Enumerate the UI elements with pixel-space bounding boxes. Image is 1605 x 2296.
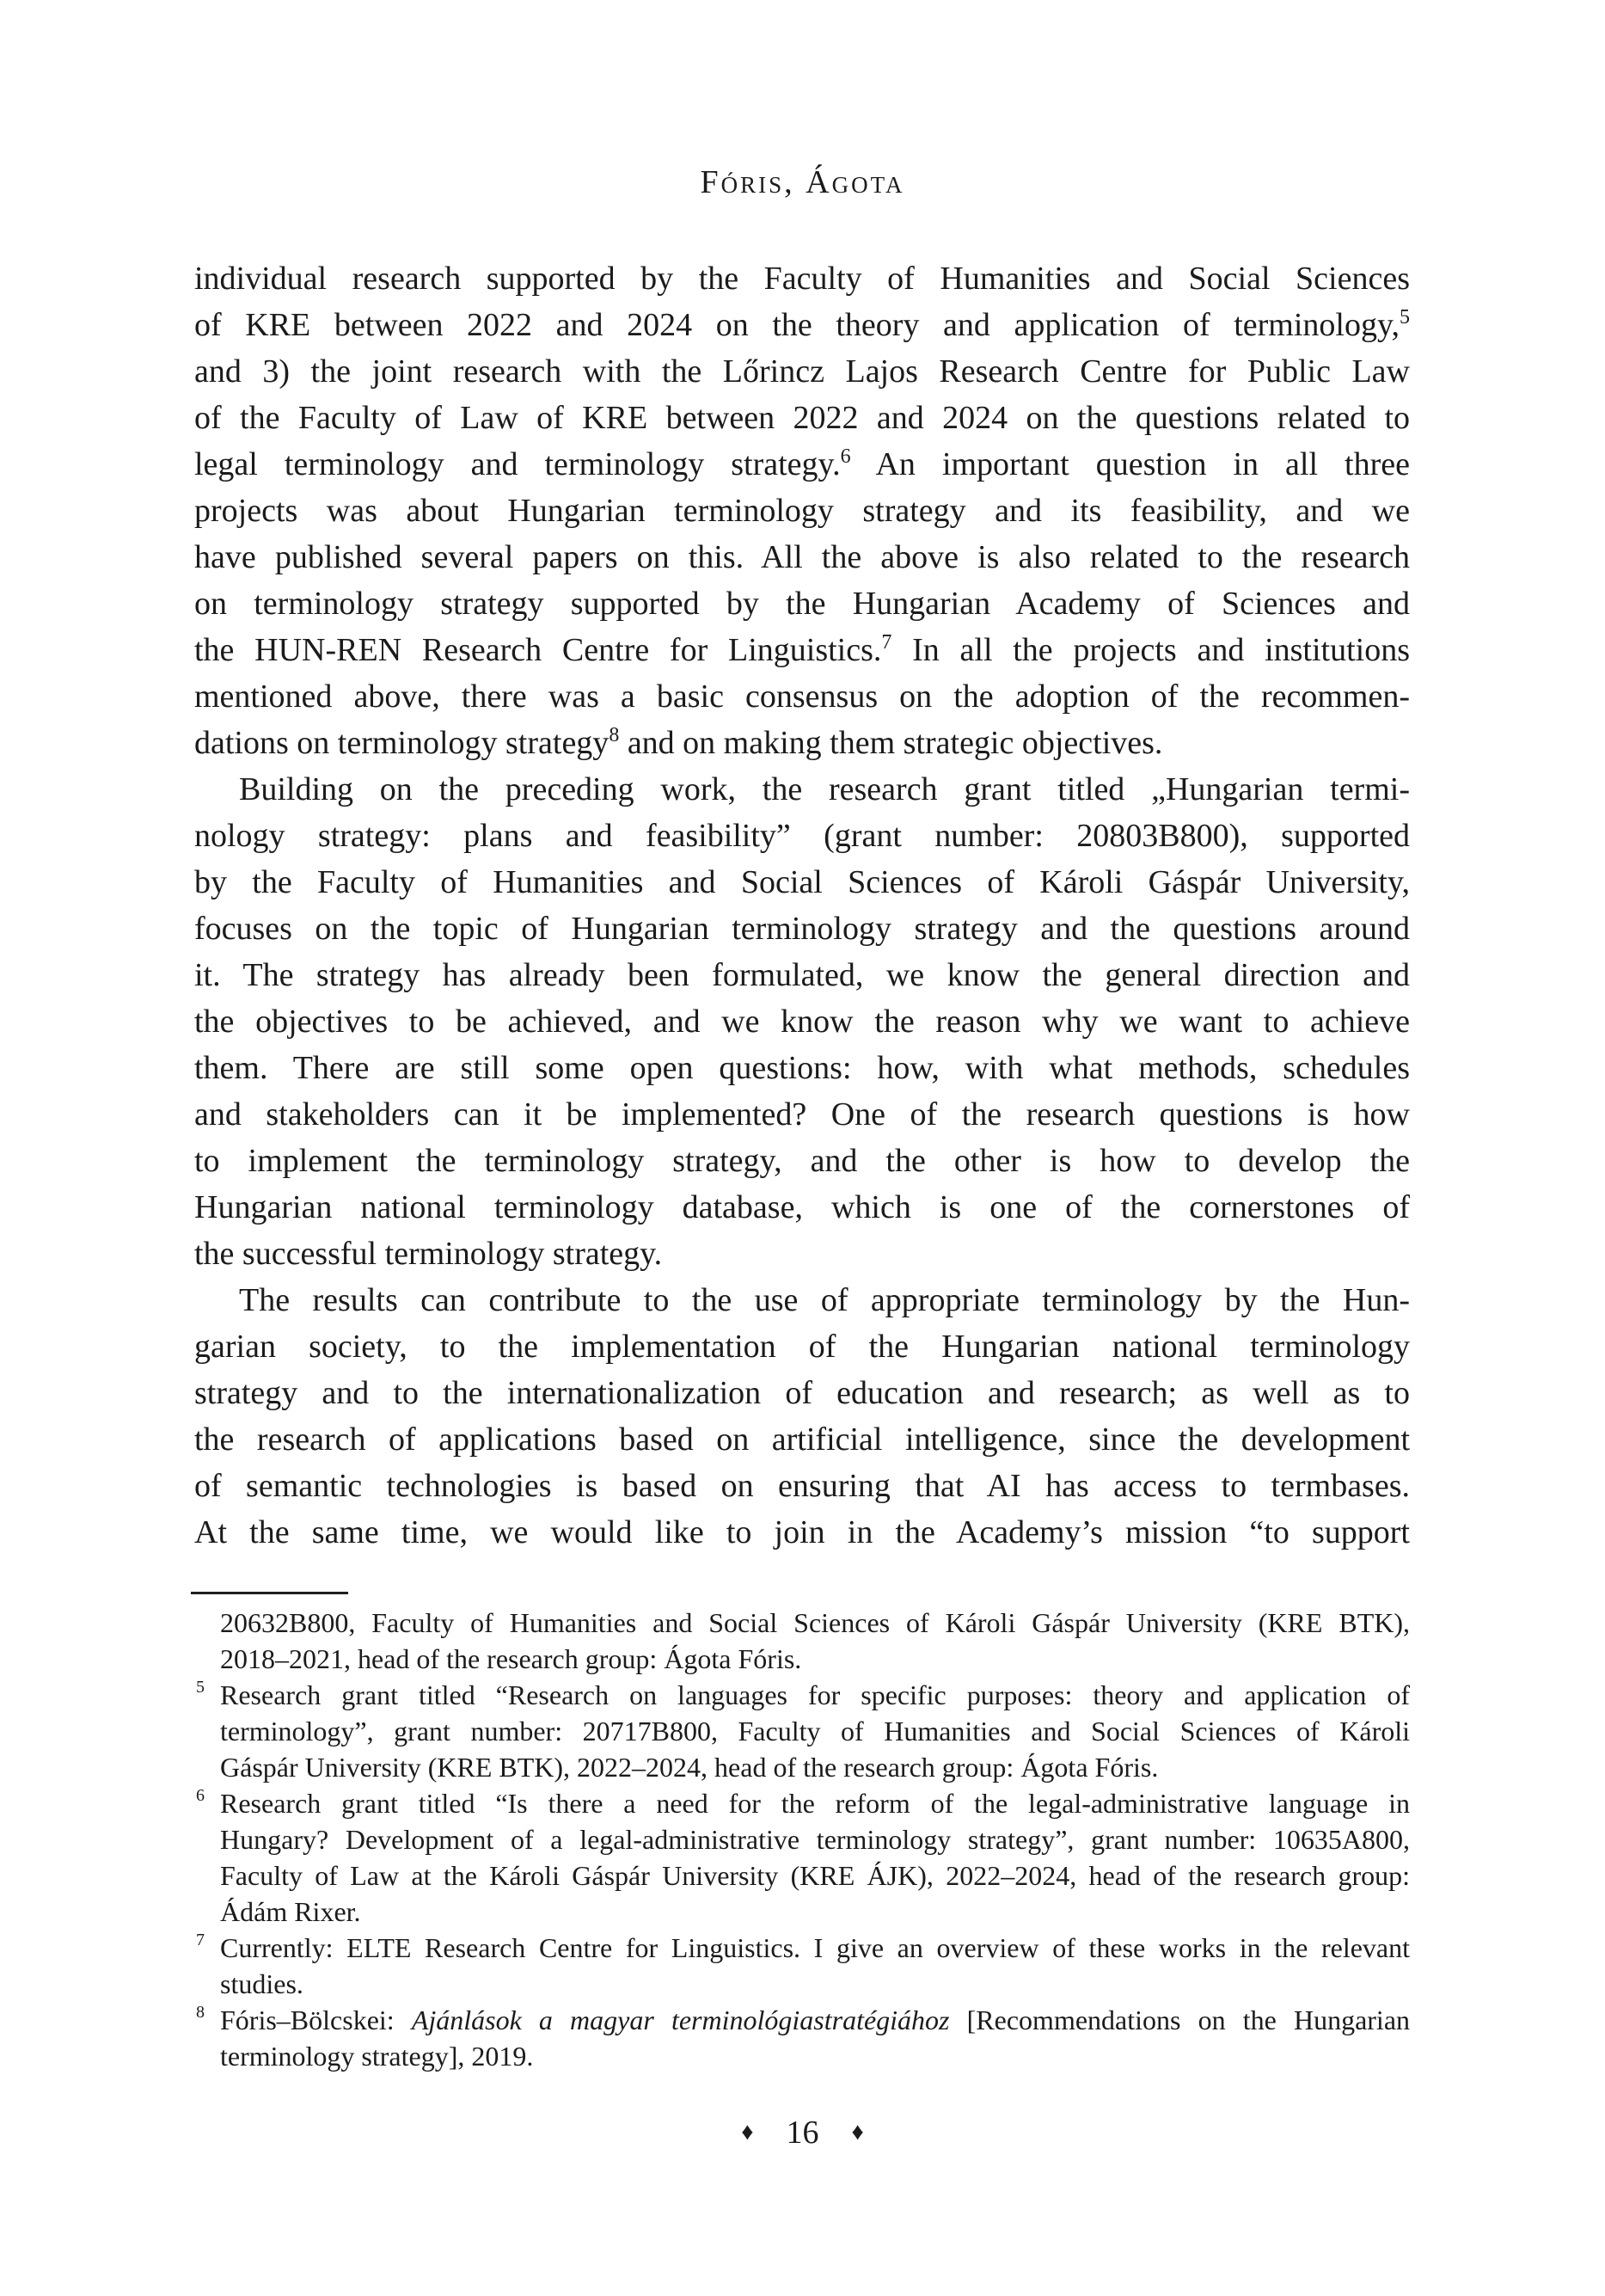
text-run: terminology”, grant number: 20717B800, Faculty of Humanities and Social Sciences of Károli bbox=[220, 1716, 1410, 1747]
body-line bbox=[194, 673, 1410, 720]
text-run: the objectives to be achieved, and we know the reason why we want to achieve bbox=[194, 1004, 1410, 1040]
text-run: Research grant titled “Is there a need for the reform of the legal-administrative language in bbox=[220, 1788, 1410, 1819]
body-line bbox=[194, 1509, 1410, 1556]
footnote bbox=[194, 1930, 1410, 2002]
body-line bbox=[194, 859, 1410, 906]
page-number: 16 bbox=[786, 2115, 819, 2151]
footnote-line bbox=[220, 1821, 1410, 1857]
body-line bbox=[194, 813, 1410, 859]
text-run: 2018–2021, head of the research group: Ágota Fóris. bbox=[220, 1643, 802, 1674]
body-line bbox=[194, 348, 1410, 395]
footnote-number: 6 bbox=[196, 1786, 205, 1805]
footnote bbox=[194, 1605, 1410, 1677]
text-run: Hungary? Development of a legal-administrative terminology strategy”, grant number: 10635A800, bbox=[220, 1824, 1410, 1855]
body-line bbox=[194, 1323, 1410, 1370]
body-line bbox=[194, 1045, 1410, 1091]
footnote-line bbox=[220, 2038, 1410, 2074]
footnote-line bbox=[220, 2002, 1410, 2038]
text-run: projects was about Hungarian terminology strategy and its feasibility, and we bbox=[194, 493, 1410, 529]
body-line bbox=[194, 1370, 1410, 1416]
text-run: and 3) the joint research with the Lőrincz Lajos Research Centre for Public Law bbox=[194, 353, 1410, 390]
footnote-line bbox=[220, 1785, 1410, 1821]
paragraph bbox=[194, 1277, 1410, 1556]
body-line bbox=[194, 302, 1410, 348]
text-run: of KRE between 2022 and 2024 on the theory and application of terminology, bbox=[194, 307, 1400, 343]
text-run: Faculty of Law at the Károli Gáspár University (KRE ÁJK), 2022–2024, head of the research group: bbox=[220, 1860, 1410, 1891]
text-run: the HUN-REN Research Centre for Linguistics. bbox=[194, 632, 882, 668]
text-run: The results can contribute to the use of appropriate terminology by the Hun- bbox=[239, 1282, 1410, 1318]
body-line bbox=[194, 1184, 1410, 1231]
body-line bbox=[194, 1138, 1410, 1184]
text-run: At the same time, we would like to join in the Academy’s mission “to support bbox=[194, 1514, 1410, 1550]
body-line bbox=[194, 441, 1410, 488]
text-run: it. The strategy has already been formulated, we know the general direction and bbox=[194, 957, 1410, 993]
footnote-ref: 7 bbox=[881, 631, 892, 654]
footnote-line bbox=[220, 1966, 1410, 2002]
text-run: Gáspár University (KRE BTK), 2022–2024, head of the research group: Ágota Fóris. bbox=[220, 1752, 1159, 1783]
text-run: studies. bbox=[220, 1968, 303, 1999]
body-line bbox=[194, 1463, 1410, 1509]
text-run: the research of applications based on artificial intelligence, since the development bbox=[194, 1421, 1410, 1458]
diamond-marker-left-icon: ♦ bbox=[741, 2119, 754, 2146]
text-run: 20632B800, Faculty of Humanities and Social Sciences of Károli Gáspár University (KRE BTK), bbox=[220, 1607, 1410, 1638]
text-run: individual research supported by the Faculty of Humanities and Social Sciences bbox=[194, 261, 1410, 297]
footnote-line bbox=[220, 1641, 1410, 1677]
body-line bbox=[194, 1091, 1410, 1138]
text-run: [Recommendations on the Hungarian bbox=[949, 2004, 1411, 2035]
text-run: have published several papers on this. All the above is also related to the research bbox=[194, 539, 1410, 575]
text-run: mentioned above, there was a basic consensus on the adoption of the recommen- bbox=[194, 678, 1410, 715]
body-line bbox=[194, 255, 1410, 302]
text-run: focuses on the topic of Hungarian terminology strategy and the questions around bbox=[194, 911, 1410, 947]
paragraph bbox=[194, 766, 1410, 1277]
body-line bbox=[194, 627, 1410, 673]
text-run: the successful terminology strategy. bbox=[194, 1236, 663, 1272]
body-line bbox=[194, 534, 1410, 580]
text-run: garian society, to the implementation of the Hungarian national terminology bbox=[194, 1329, 1410, 1365]
body-line bbox=[194, 998, 1410, 1045]
text-run: legal terminology and terminology strategy. bbox=[194, 446, 841, 482]
footnote-list bbox=[194, 1605, 1410, 2074]
body-line bbox=[194, 766, 1410, 813]
footnote bbox=[194, 1677, 1410, 1785]
footnote-line bbox=[220, 1677, 1410, 1713]
text-run: In all the projects and institutions bbox=[891, 632, 1410, 668]
footnote-separator-rule bbox=[191, 1592, 348, 1594]
text-run: dations on terminology strategy bbox=[194, 725, 610, 761]
text-run: of semantic technologies is based on ensuring that AI has access to termbases. bbox=[194, 1468, 1410, 1504]
body-line bbox=[194, 1231, 1410, 1277]
body-line bbox=[194, 488, 1410, 534]
text-run: Currently: ELTE Research Centre for Linguistics. I give an overview of these works in the relevant bbox=[220, 1932, 1410, 1963]
text-run: of the Faculty of Law of KRE between 2022 and 2024 on the questions related to bbox=[194, 400, 1410, 436]
body-line bbox=[194, 906, 1410, 952]
footnote-line bbox=[220, 1894, 1410, 1930]
text-run: nology strategy: plans and feasibility” (grant number: 20803B800), supported bbox=[194, 818, 1410, 854]
footnote-number: 7 bbox=[196, 1931, 205, 1949]
footnote-line bbox=[220, 1930, 1410, 1966]
footnote-line bbox=[220, 1749, 1410, 1785]
body-line bbox=[194, 1277, 1410, 1323]
text-run: to implement the terminology strategy, and the other is how to develop the bbox=[194, 1143, 1410, 1179]
footnote-ref: 5 bbox=[1400, 306, 1410, 328]
text-run: Ádám Rixer. bbox=[220, 1896, 361, 1927]
text-run: Hungarian national terminology database, which is one of the cornerstones of bbox=[194, 1189, 1410, 1225]
text-run: by the Faculty of Humanities and Social Sciences of Károli Gáspár University, bbox=[194, 864, 1410, 900]
footnote-ref: 8 bbox=[609, 724, 620, 746]
text-run: and stakeholders can it be implemented? One of the research questions is how bbox=[194, 1096, 1410, 1133]
footnote-number: 8 bbox=[196, 2003, 205, 2022]
footnote-number: 5 bbox=[196, 1678, 205, 1697]
page-footer bbox=[0, 2114, 1605, 2152]
footnote-ref: 6 bbox=[840, 445, 851, 468]
body-line bbox=[194, 720, 1410, 766]
body-line bbox=[194, 952, 1410, 998]
footnote bbox=[194, 1785, 1410, 1930]
text-run: Fóris–Bölcskei: bbox=[220, 2004, 412, 2035]
text-run: Research grant titled “Research on languages for specific purposes: theory and application of bbox=[220, 1679, 1410, 1710]
text-run: strategy and to the internationalization of education and research; as well as to bbox=[194, 1375, 1410, 1411]
diamond-marker-right-icon: ♦ bbox=[851, 2119, 864, 2146]
paragraph bbox=[194, 255, 1410, 766]
body-line bbox=[194, 395, 1410, 441]
body-text bbox=[194, 255, 1410, 1556]
italic-text: Ajánlások a magyar terminológiastratégiához bbox=[411, 2004, 950, 2035]
text-run: terminology strategy], 2019. bbox=[220, 2041, 534, 2072]
text-run: on terminology strategy supported by the Hungarian Academy of Sciences and bbox=[194, 586, 1410, 622]
footnote-line bbox=[220, 1713, 1410, 1749]
footnote-line bbox=[220, 1857, 1410, 1894]
footnote-line bbox=[220, 1605, 1410, 1641]
text-run: them. There are still some open questions: how, with what methods, schedules bbox=[194, 1050, 1410, 1086]
running-header: Fóris, Ágota bbox=[700, 164, 905, 200]
text-run: Building on the preceding work, the research grant titled „Hungarian termi- bbox=[239, 771, 1410, 807]
text-run: An important question in all three bbox=[850, 446, 1410, 482]
body-line bbox=[194, 1416, 1410, 1463]
body-line bbox=[194, 580, 1410, 627]
text-run: and on making them strategic objectives. bbox=[619, 725, 1163, 761]
footnote bbox=[194, 2002, 1410, 2074]
